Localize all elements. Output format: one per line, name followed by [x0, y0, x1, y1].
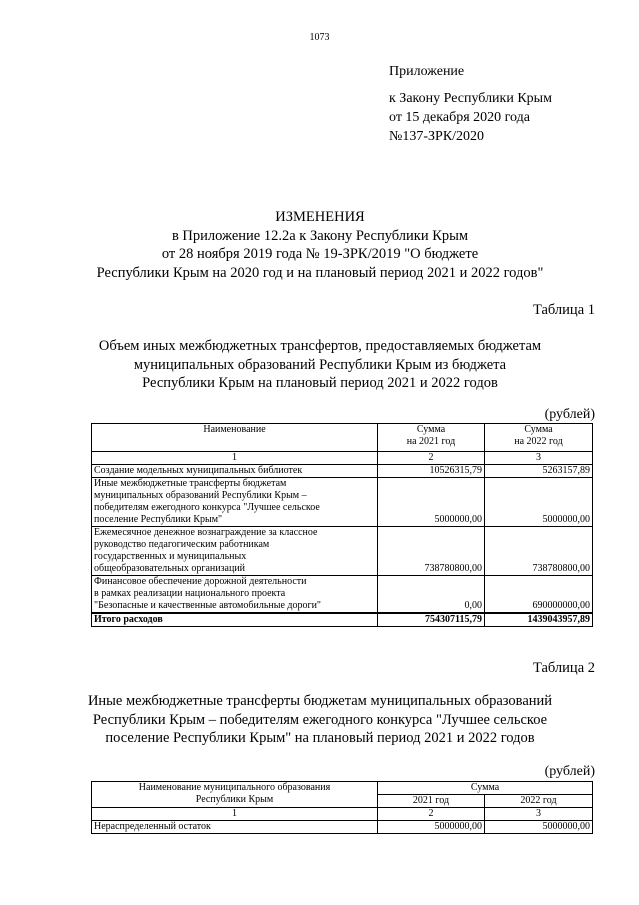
- total-label: Итого расходов: [92, 613, 378, 627]
- table-row: [92, 576, 593, 614]
- page-number: 1073: [309, 32, 330, 43]
- document-title: [60, 208, 580, 282]
- row-name: Иные межбюджетные трансферты бюджетам муниципальных образований Республики Крым – победителям ежегодного конкурса "Лучшее сельское поселение Республики Крым": [92, 478, 378, 527]
- value-2022: 5263157,89: [485, 465, 593, 478]
- table-row: [92, 821, 593, 834]
- table2-header-row: [92, 782, 593, 795]
- title-line-3: от 28 ноября 2019 года № 19-ЗРК/2019 "О бюджете: [161, 246, 479, 262]
- column-number: 2: [378, 808, 485, 821]
- table1-header-2021: Сумма на 2021 год: [378, 424, 485, 452]
- row-name: Финансовое обеспечение дорожной деятельности в рамках реализации национального проекта "Безопасные и качественные автомобильные дороги": [92, 576, 378, 614]
- table2-label: Таблица 2: [532, 660, 595, 676]
- table2-caption-line: Республики Крым – победителям ежегодного конкурса "Лучшее сельское: [92, 711, 548, 728]
- column-number: 2: [378, 452, 485, 465]
- table1-caption-line: муниципальных образований Республики Крым из бюджета: [133, 356, 507, 373]
- table2-header-name: Наименование муниципального образования Республики Крым: [92, 782, 378, 808]
- value-2021: 10526315,79: [378, 465, 485, 478]
- table1-header-row: [92, 424, 593, 452]
- table1-total-row: [92, 613, 593, 627]
- table2-unit: (рублей): [544, 764, 595, 779]
- value-2021: 0,00: [378, 576, 485, 614]
- table-row: [92, 465, 593, 478]
- column-number: 3: [485, 452, 593, 465]
- table2: [91, 781, 593, 834]
- table2-caption-line: Иные межбюджетные трансферты бюджетам муниципальных образований: [87, 693, 553, 709]
- row-name: Создание модельных муниципальных библиотек: [92, 465, 378, 478]
- table1-caption: [70, 337, 570, 393]
- column-number: 3: [485, 808, 593, 821]
- appendix-law: к Закону Республики Крым: [389, 91, 552, 106]
- value-2022: 690000000,00: [485, 576, 593, 614]
- appendix-reference: [389, 62, 552, 146]
- value-2022: 5000000,00: [485, 821, 593, 834]
- table1-caption-line: Объем иных межбюджетных трансфертов, предоставляемых бюджетам: [98, 338, 542, 354]
- column-number: 1: [92, 808, 378, 821]
- table2-caption: [50, 692, 590, 748]
- row-name: Нераспределенный остаток: [92, 821, 378, 834]
- title-heading: ИЗМЕНЕНИЯ: [275, 209, 365, 225]
- total-2022: 1439043957,89: [485, 613, 593, 627]
- table1-header-name: Наименование: [92, 424, 378, 452]
- appendix-title: Приложение: [389, 64, 465, 79]
- table1-number-row: [92, 452, 593, 465]
- value-2022: 738780800,00: [485, 527, 593, 576]
- value-2021: 5000000,00: [378, 821, 485, 834]
- table2-number-row: [92, 808, 593, 821]
- table-row: [92, 527, 593, 576]
- table2-header-2022: 2022 год: [485, 795, 593, 808]
- table1-header-2022: Сумма на 2022 год: [485, 424, 593, 452]
- appendix-date: от 15 декабря 2020 года: [389, 110, 530, 125]
- total-2021: 754307115,79: [378, 613, 485, 627]
- table1-unit: (рублей): [544, 407, 595, 422]
- title-line-2: в Приложение 12.2а к Закону Республики Крым: [171, 227, 469, 244]
- table-row: [92, 478, 593, 527]
- table2-caption-line: поселение Республики Крым" на плановый период 2021 и 2022 годов: [105, 730, 535, 746]
- title-line-4: Республики Крым на 2020 год и на плановый период 2021 и 2022 годов": [96, 264, 544, 281]
- table1-label: Таблица 1: [532, 302, 595, 318]
- table1: [91, 423, 593, 627]
- column-number: 1: [92, 452, 378, 465]
- appendix-number: №137-ЗРК/2020: [389, 129, 485, 144]
- value-2022: 5000000,00: [485, 478, 593, 527]
- table2-header-2021: 2021 год: [378, 795, 485, 808]
- value-2021: 738780800,00: [378, 527, 485, 576]
- table2-header-sum: Сумма: [378, 782, 593, 795]
- row-name: Ежемесячное денежное вознаграждение за классное руководство педагогическим работникам государственных и муниципальных общеобразовательных организаций: [92, 527, 378, 576]
- table1-caption-line: Республики Крым на плановый период 2021 и 2022 годов: [142, 375, 498, 391]
- value-2021: 5000000,00: [378, 478, 485, 527]
